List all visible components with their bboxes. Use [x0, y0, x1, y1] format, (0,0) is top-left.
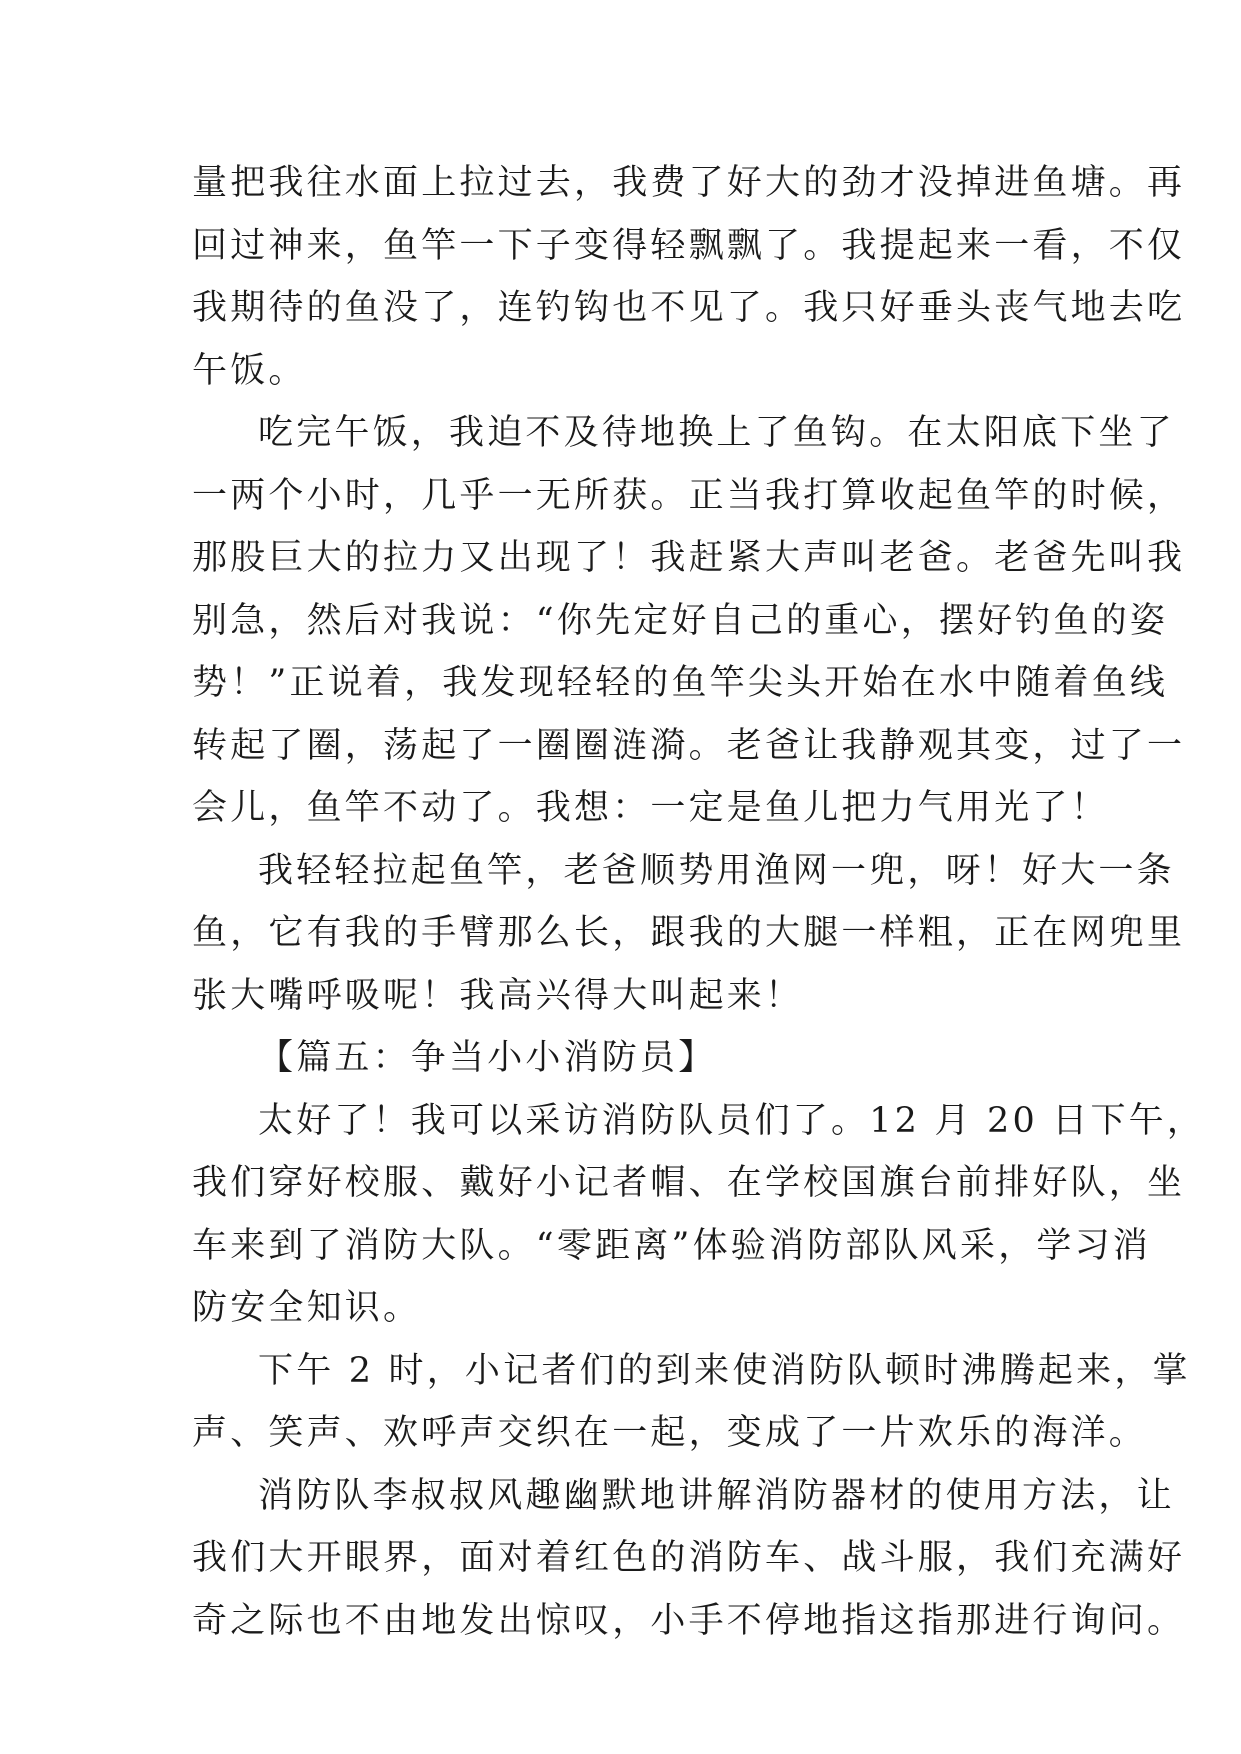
text-line: 消防队李叔叔风趣幽默地讲解消防器材的使用方法，让 — [258, 1475, 1175, 1516]
text-line: 太好了！我可以采访消防队员们了。12 月 20 日下午， — [258, 1100, 1206, 1141]
text-line: 我期待的鱼没了，连钓钩也不见了。我只好垂头丧气地去吃 — [192, 288, 1186, 328]
section-heading-text: 【篇五：争当小小消防员】 — [258, 1038, 717, 1078]
paragraph — [192, 1340, 1191, 1465]
paragraph — [192, 402, 1186, 840]
text-line: 转起了圈，荡起了一圈圈涟漪。老爸让我静观其变，过了一 — [192, 725, 1186, 766]
text-line: 车来到了消防大队。“零距离”体验消防部队风采，学习消 — [192, 1225, 1151, 1266]
paragraph — [192, 1090, 1206, 1340]
text-line: 张大嘴呼吸呢！我高兴得大叫起来！ — [192, 975, 804, 1016]
paragraph — [192, 152, 1186, 402]
text-line: 鱼，它有我的手臂那么长，跟我的大腿一样粗，正在网兜里 — [192, 913, 1186, 953]
text-line: 量把我往水面上拉过去，我费了好大的劲才没掉进鱼塘。再 — [192, 163, 1186, 203]
text-line: 那股巨大的拉力又出现了！我赶紧大声叫老爸。老爸先叫我 — [192, 538, 1186, 578]
paragraph — [192, 1465, 1186, 1653]
text-line: 防安全知识。 — [192, 1288, 422, 1328]
text-line: 声、笑声、欢呼声交织在一起，变成了一片欢乐的海洋。 — [192, 1413, 1148, 1453]
paragraph — [192, 840, 1186, 1028]
text-line: 吃完午饭，我迫不及待地换上了鱼钩。在太阳底下坐了 — [258, 413, 1175, 453]
text-line: 别急，然后对我说：“你先定好自己的重心，摆好钓鱼的姿 — [192, 600, 1169, 641]
text-line: 午饭。 — [192, 350, 307, 391]
text-line: 一两个小时，几乎一无所获。正当我打算收起鱼竿的时候， — [192, 475, 1186, 516]
text-line: 我轻轻拉起鱼竿，老爸顺势用渔网一兜，呀！好大一条 — [258, 850, 1175, 891]
text-line: 我们大开眼界，面对着红色的消防车、战斗服，我们充满好 — [192, 1538, 1186, 1578]
text-line: 势！”正说着，我发现轻轻的鱼竿尖头开始在水中随着鱼线 — [192, 663, 1169, 703]
text-line: 我们穿好校服、戴好小记者帽、在学校国旗台前排好队，坐 — [192, 1163, 1186, 1203]
text-line: 奇之际也不由地发出惊叹，小手不停地指这指那进行询问。 — [192, 1600, 1186, 1641]
text-line: 下午 2 时，小记者们的到来使消防队顿时沸腾起来，掌 — [258, 1350, 1191, 1391]
body-text — [192, 152, 1206, 1652]
section-heading — [192, 1027, 1064, 1090]
text-line: 会儿，鱼竿不动了。我想：一定是鱼儿把力气用光了！ — [192, 788, 1109, 828]
text-line: 回过神来，鱼竿一下子变得轻飘飘了。我提起来一看，不仅 — [192, 225, 1186, 266]
